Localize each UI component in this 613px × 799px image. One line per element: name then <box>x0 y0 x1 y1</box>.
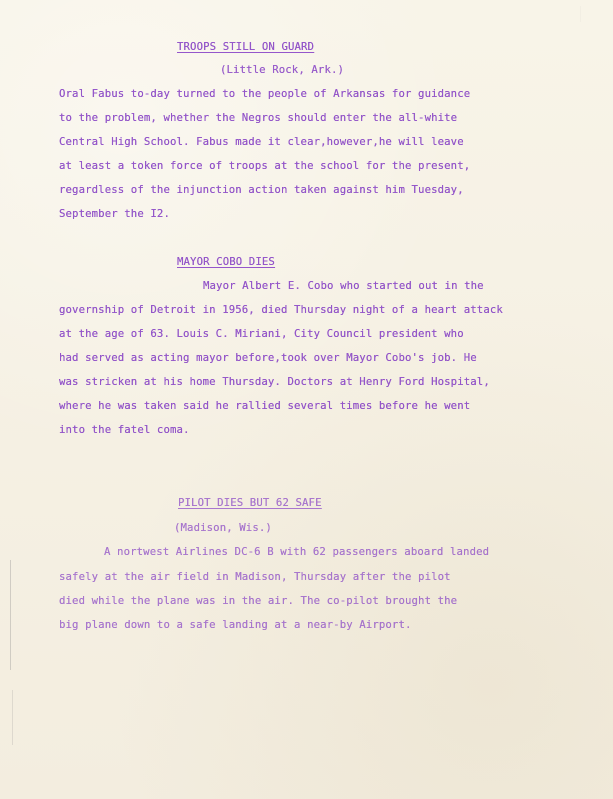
article-1-line-3: Central High School. Fabus made it clear,however,he will leave <box>59 136 464 148</box>
paper-top-mark <box>580 6 581 22</box>
article-2-heading: MAYOR COBO DIES <box>177 256 275 268</box>
article-1-line-4: at least a token force of troops at the school for the present, <box>59 160 471 172</box>
article-1-dateline: (Little Rock, Ark.) <box>220 64 345 76</box>
article-3-dateline: (Madison, Wis.) <box>174 522 272 534</box>
article-3-heading: PILOT DIES BUT 62 SAFE <box>178 497 322 509</box>
article-3-line-1: A nortwest Airlines DC-6 B with 62 passengers aboard landed <box>104 546 490 558</box>
article-2-line-5: was stricken at his home Thursday. Doctors at Henry Ford Hospital, <box>59 376 490 388</box>
article-3-line-4: big plane down to a safe landing at a near-by Airport. <box>59 619 412 631</box>
article-2-line-7: into the fatel coma. <box>59 424 190 436</box>
article-3-line-3: died while the plane was in the air. The co-pilot brought the <box>59 595 458 607</box>
article-1-line-2: to the problem, whether the Negros should enter the all-white <box>59 112 458 124</box>
article-2-line-4: had served as acting mayor before,took over Mayor Cobo's job. He <box>59 352 477 364</box>
article-2-line-3: at the age of 63. Louis C. Miriani, City Council president who <box>59 328 464 340</box>
paper-edge-mark <box>10 560 11 670</box>
article-3-line-2: safely at the air field in Madison, Thursday after the pilot <box>59 571 451 583</box>
paper-edge-mark <box>12 690 13 745</box>
article-2-line-6: where he was taken said he rallied several times before he went <box>59 400 471 412</box>
article-1-line-5: regardless of the injunction action taken against him Tuesday, <box>59 184 464 196</box>
article-1-line-6: September the I2. <box>59 208 170 220</box>
article-2-line-2: governship of Detroit in 1956, died Thursday night of a heart attack <box>59 304 503 316</box>
article-2-line-1: Mayor Albert E. Cobo who started out in the <box>203 280 484 292</box>
article-1-heading: TROOPS STILL ON GUARD <box>177 41 315 53</box>
article-1-line-1: Oral Fabus to-day turned to the people of Arkansas for guidance <box>59 88 471 100</box>
